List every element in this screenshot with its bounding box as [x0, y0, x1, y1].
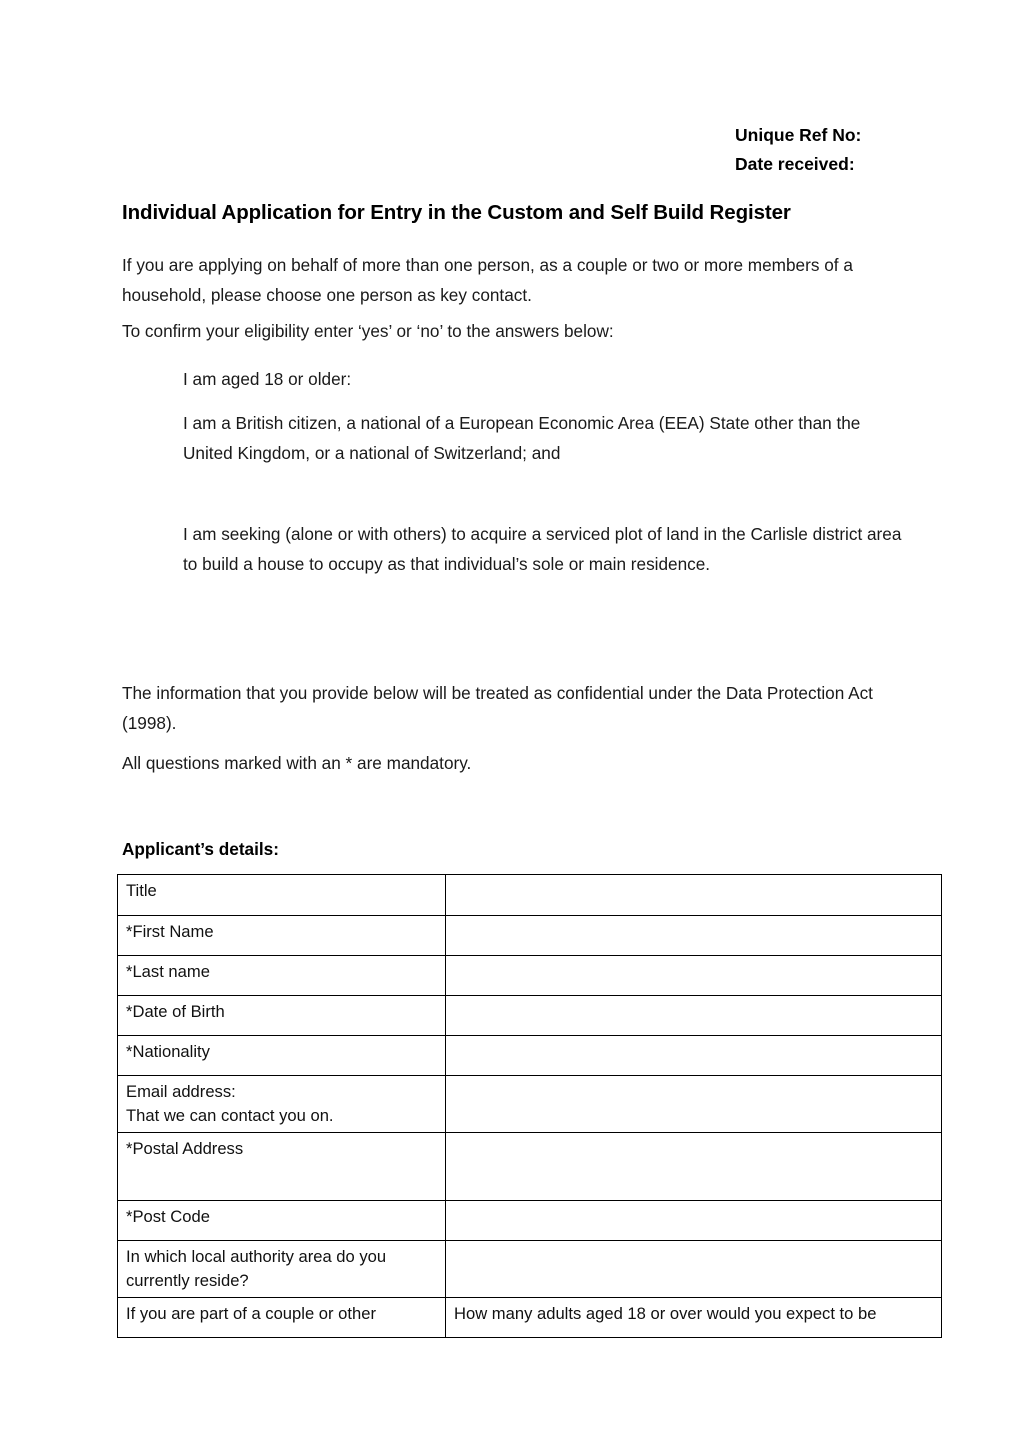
field-value-first-name[interactable] [446, 916, 942, 956]
field-value-post-code[interactable] [446, 1201, 942, 1241]
confirm-eligibility-paragraph: To confirm your eligibility enter ‘yes’ or ‘no’ to the answers below: [122, 321, 614, 341]
field-value-nationality[interactable] [446, 1036, 942, 1076]
field-label-post-code: *Post Code [118, 1201, 446, 1241]
table-row [118, 875, 942, 916]
field-value-date-of-birth[interactable] [446, 996, 942, 1036]
field-label-first-name: *First Name [118, 916, 446, 956]
table-row [118, 1298, 942, 1338]
field-label-nationality: *Nationality [118, 1036, 446, 1076]
field-label-adults-expected: How many adults aged 18 or over would you expect to be [446, 1298, 942, 1338]
field-label-last-name: *Last name [118, 956, 446, 996]
field-label-email-address [118, 1076, 446, 1133]
reference-header [735, 121, 1015, 179]
date-received-label: Date received: [735, 154, 855, 174]
table-row [118, 1076, 942, 1133]
mandatory-fields-notice: All questions marked with an * are mandatory. [122, 753, 472, 773]
field-value-last-name[interactable] [446, 956, 942, 996]
field-value-email-address[interactable] [446, 1076, 942, 1133]
table-row [118, 1036, 942, 1076]
table-row [118, 1201, 942, 1241]
field-label-email-line1: Email address: [126, 1082, 236, 1101]
field-value-local-authority[interactable] [446, 1241, 942, 1298]
table-row [118, 916, 942, 956]
field-label-local-authority: In which local authority area do you currently reside? [118, 1241, 446, 1298]
applicant-details-heading: Applicant’s details: [122, 839, 279, 859]
table-row [118, 1133, 942, 1201]
field-label-email-line2: That we can contact you on. [126, 1106, 334, 1125]
field-label-postal-address: *Postal Address [118, 1133, 446, 1201]
table-row [118, 1241, 942, 1298]
field-value-title[interactable] [446, 875, 942, 916]
applicant-details-table [117, 874, 942, 1338]
unique-ref-no-label: Unique Ref No: [735, 125, 862, 145]
eligibility-citizenship-statement: I am a British citizen, a national of a European Economic Area (EEA) State other than the United Kingdom, or a national of Switzerland; and [183, 413, 861, 463]
field-label-couple-or-other: If you are part of a couple or other [118, 1298, 446, 1338]
table-row [118, 996, 942, 1036]
data-protection-notice: The information that you provide below will be treated as confidential under the Data Protection Act (1998). [122, 683, 873, 733]
field-label-title: Title [118, 875, 446, 916]
eligibility-seeking-plot-statement: I am seeking (alone or with others) to acquire a serviced plot of land in the Carlisle district area to build a house to occupy as that individual’s sole or main residence. [183, 524, 902, 574]
field-value-postal-address[interactable] [446, 1133, 942, 1201]
eligibility-age-statement: I am aged 18 or older: [183, 369, 352, 389]
page-title: Individual Application for Entry in the Custom and Self Build Register [122, 201, 791, 224]
intro-paragraph: If you are applying on behalf of more than one person, as a couple or two or more members of a household, please choose one person as key contact. [122, 255, 853, 305]
field-label-date-of-birth: *Date of Birth [118, 996, 446, 1036]
table-row [118, 956, 942, 996]
